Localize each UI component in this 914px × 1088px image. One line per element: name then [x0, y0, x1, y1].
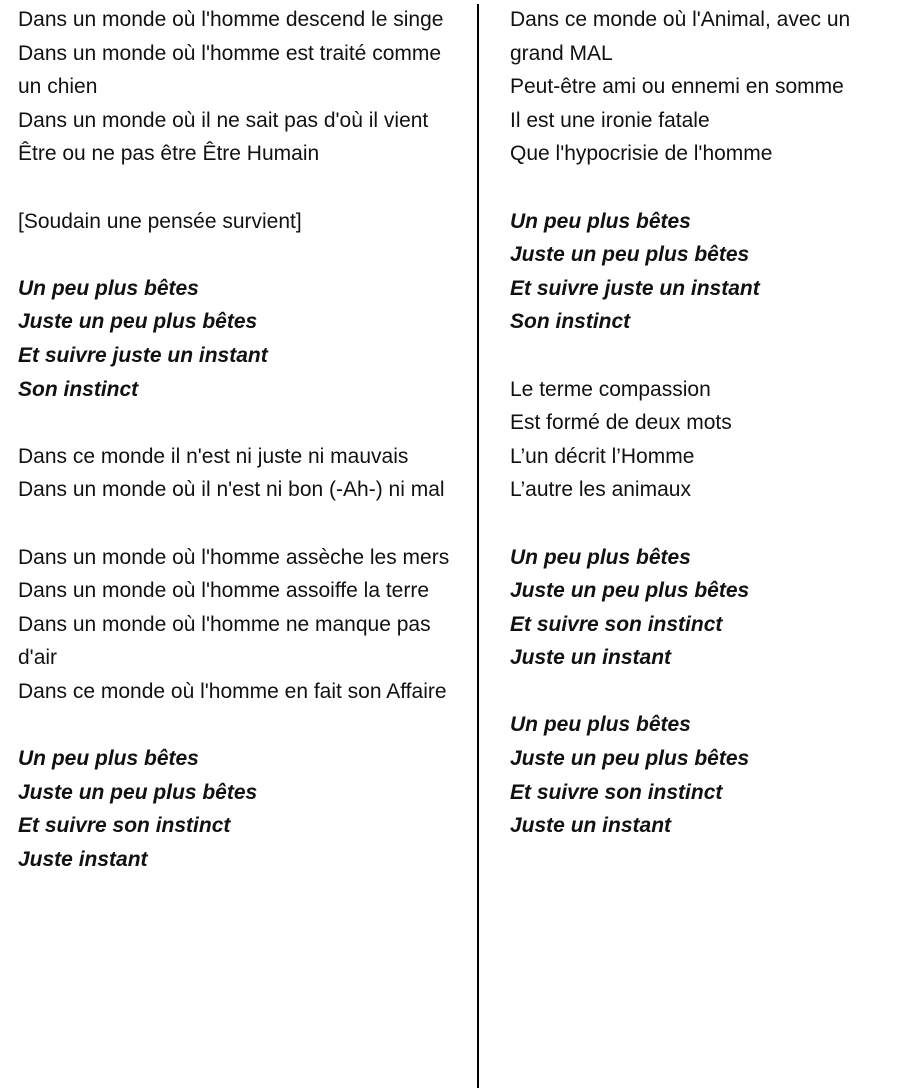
stanza-interlude	[18, 205, 458, 239]
stanza-verse-3	[18, 541, 458, 709]
column-divider	[477, 4, 479, 1088]
chorus-line: Un peu plus bêtes	[510, 209, 691, 233]
lyric-line: Dans un monde où il ne sait pas d'où il vient	[18, 108, 429, 132]
lyric-line: Peut-être ami ou ennemi en somme	[510, 75, 844, 99]
lyric-line: Il est une ironie fatale	[510, 108, 710, 132]
stanza-chorus-1	[18, 272, 458, 406]
lyric-line: L’un décrit l’Homme	[510, 444, 695, 468]
lyric-line: [Soudain une pensée survient]	[18, 209, 302, 233]
chorus-line: Et suivre son instinct	[510, 780, 723, 804]
stanza-verse-4	[510, 3, 900, 171]
stanza-verse-2	[18, 440, 458, 507]
lyric-line: Dans un monde où l'homme descend le singe	[18, 8, 444, 31]
stanza-chorus-3	[510, 205, 900, 339]
lyric-line: Dans un monde où l'homme est traité comme un chien	[18, 41, 442, 99]
chorus-line: Juste un peu plus bêtes	[510, 243, 750, 267]
stanza-verse-5	[510, 373, 900, 507]
chorus-line: Juste un peu plus bêtes	[510, 579, 750, 603]
stanza-chorus-5	[510, 708, 900, 842]
lyric-line: Dans ce monde il n'est ni juste ni mauvais	[18, 444, 409, 468]
lyric-line: Dans ce monde où l'Animal, avec un grand MAL	[510, 8, 851, 65]
lyric-line: Dans un monde où il n'est ni bon (-Ah-) ni mal	[18, 478, 445, 502]
chorus-line: Son instinct	[18, 377, 139, 401]
chorus-line: Juste un instant	[510, 814, 672, 838]
lyric-line: Dans un monde où l'homme assoiffe la terre	[18, 579, 430, 603]
chorus-line: Et suivre juste un instant	[18, 343, 268, 367]
lyric-line: Dans un monde où l'homme assèche les mers	[18, 545, 450, 569]
chorus-line: Et suivre juste un instant	[510, 276, 760, 300]
chorus-line: Juste un peu plus bêtes	[510, 747, 750, 771]
lyric-line: Est formé de deux mots	[510, 411, 732, 435]
lyrics-left-column	[18, 3, 458, 876]
chorus-line: Un peu plus bêtes	[18, 276, 199, 300]
lyric-line: Être ou ne pas être Être Humain	[18, 142, 320, 166]
lyric-line: Que l'hypocrisie de l'homme	[510, 142, 773, 166]
chorus-line: Et suivre son instinct	[18, 814, 231, 838]
lyric-line: L’autre les animaux	[510, 478, 691, 502]
chorus-line: Juste un instant	[510, 646, 672, 670]
chorus-line: Un peu plus bêtes	[18, 747, 199, 771]
lyric-line: Le terme compassion	[510, 377, 711, 401]
lyric-line: Dans un monde où l'homme ne manque pas d'air	[18, 612, 431, 670]
chorus-line: Son instinct	[510, 310, 631, 334]
stanza-chorus-2	[18, 742, 458, 876]
chorus-line: Un peu plus bêtes	[510, 545, 691, 569]
chorus-line: Et suivre son instinct	[510, 612, 723, 636]
lyric-line: Dans ce monde où l'homme en fait son Affaire	[18, 679, 447, 703]
chorus-line: Juste un peu plus bêtes	[18, 780, 258, 804]
chorus-line: Juste un peu plus bêtes	[18, 310, 258, 334]
chorus-line: Un peu plus bêtes	[510, 713, 691, 737]
stanza-verse-1	[18, 3, 458, 171]
lyrics-right-column	[510, 3, 900, 843]
chorus-line: Juste instant	[18, 847, 148, 871]
stanza-chorus-4	[510, 541, 900, 675]
